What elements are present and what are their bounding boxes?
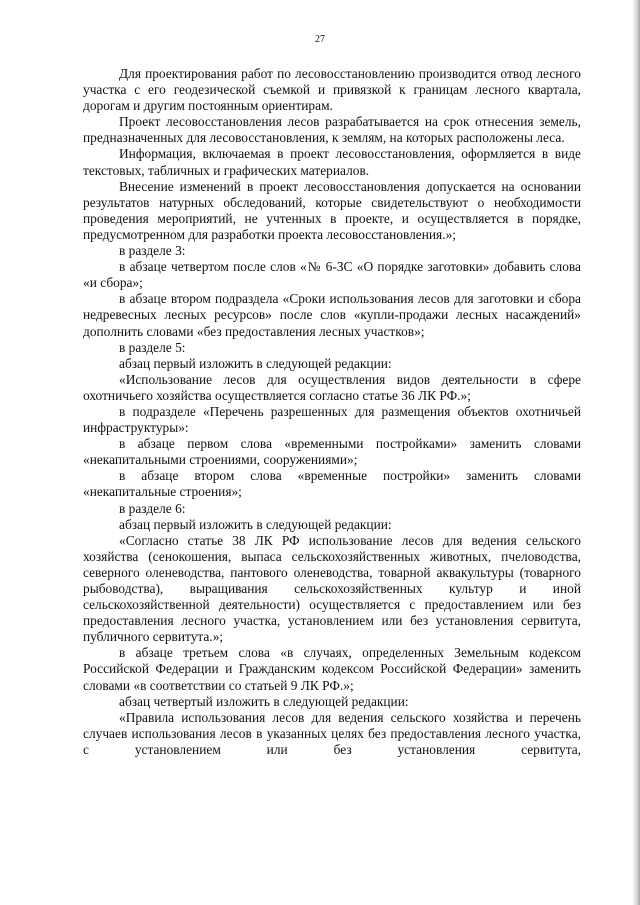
paragraph: в разделе 5: [119,339,186,355]
paragraph: «Использование лесов для осуществления видов деятельности в сфере охотничьего хозяйства осуществляется согласно статье 36 ЛК РФ.»; [83,371,581,403]
paragraph: Для проектирования работ по лесовосстановлению производится отвод лесного участка с его геодезической съемкой и привязкой к границам лесного квартала, дорогам и другим постоянным ориентирам. [83,66,581,114]
paragraph: Проект лесовосстановления лесов разрабатывается на срок отнесения земель, предназначенных для лесовосстановления, к землям, на которых расположены леса. [83,114,581,146]
paragraph: «Согласно статье 38 ЛК РФ использование лесов для ведения сельского хозяйства (сенокошения, выпаса сельскохозяйственных животных, пчеловодства, северного оленеводства, пантового оленеводства, товарной аквакультуры (товарного рыбоводства), выращивания сельскохозяйственных культур и иной сельскохозяйственной деятельности) осуществляется с предоставлением или без предоставления лесного участка, установлением или без установления сервитута, публичного сервитута.»; [83,532,581,645]
paragraph: в абзаце втором подраздела «Сроки использования лесов для заготовки и сбора недревесных лесных ресурсов» после слов «купли-продажи лесных насаждений» дополнить словами «без предоставления лесных участков»; [83,291,581,339]
paragraph: абзац первый изложить в следующей редакции: [119,355,392,371]
page-edge-shadow [632,0,640,905]
paragraph: в абзаце первом слова «временными постройками» заменить словами «некапитальными строениями, сооружениями»; [83,436,581,468]
document-body [83,66,581,758]
paragraph: в разделе 3: [119,243,186,259]
paragraph: абзац первый изложить в следующей редакции: [119,516,392,532]
paragraph: в абзаце третьем слова «в случаях, определенных Земельным кодексом Российской Федерации и Гражданским кодексом Российской Федерации» заменить словами «в соответствии со статьей 9 ЛК РФ.»; [83,645,581,693]
paragraph: в подразделе «Перечень разрешенных для размещения объектов охотничьей инфраструктуры»: [83,403,581,436]
page-number: 27 [315,34,325,45]
paragraph: в абзаце втором слова «временные постройки» заменить словами «некапитальные строения»; [83,468,581,500]
paragraph: Внесение изменений в проект лесовосстановления допускается на основании результатов натурных обследований, которые свидетельствуют о необходимости проведения мероприятий, не учтенных в проекте, и осуществляется в порядке, предусмотренном для разработки проекта лесовосстановления.»; [83,178,581,242]
paragraph: Информация, включаемая в проект лесовосстановления, оформляется в виде текстовых, табличных и графических материалов. [83,146,581,178]
paragraph: абзац четвертый изложить в следующей редакции: [119,693,409,709]
paragraph: в абзаце четвертом после слов «№ 6-ЗС «О порядке заготовки» добавить слова «и сбора»; [83,259,581,291]
paragraph: в разделе 6: [119,500,186,516]
paragraph: «Правила использования лесов для ведения сельского хозяйства и перечень случаев использования лесов в указанных целях без предоставления лесного участка, с установлением или без установления сервитута, [83,709,581,757]
